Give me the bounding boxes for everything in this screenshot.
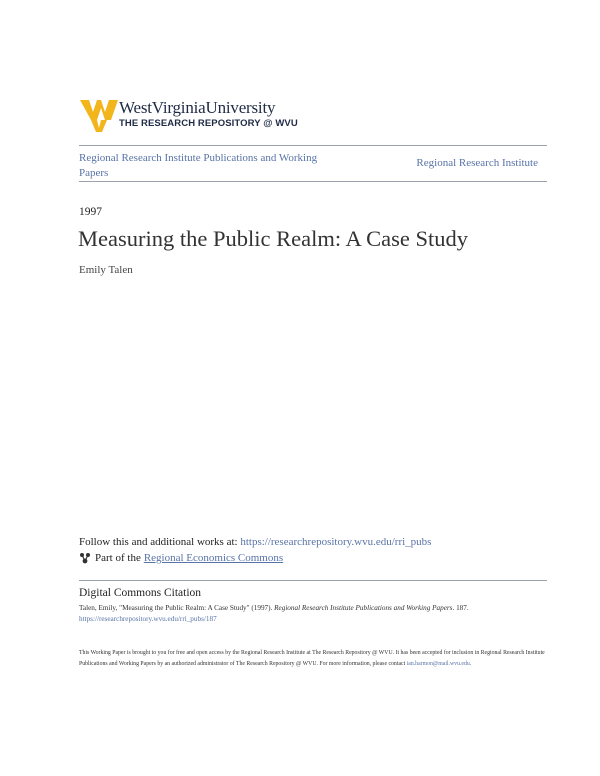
follow-line bbox=[79, 536, 431, 548]
wvu-logo[interactable] bbox=[80, 98, 310, 138]
contact-email-link[interactable]: ian.harmon@mail.wvu.edu bbox=[406, 661, 470, 668]
document-title: Measuring the Public Realm: A Case Study bbox=[78, 226, 468, 251]
notice-text: This Working Paper is brought to you for free and open access by the Regional Research Institute at The Research Repository @ WVU. It has been accepted for inclusion in Regional Research Institute Publications and Working Papers by an authorized administrator of The Research Repository @ WVU. For more information, please contact bbox=[79, 650, 545, 668]
citation-prefix: Talen, Emily, "Measuring the Public Realm: A Case Study" (1997). bbox=[79, 604, 273, 612]
regional-economics-commons-link[interactable]: Regional Economics Commons bbox=[143, 552, 284, 564]
university-name: WestVirginiaUniversity bbox=[119, 98, 276, 117]
part-of-line bbox=[79, 552, 283, 564]
citation-url-link[interactable]: https://researchrepository.wvu.edu/rri_pubs/187 bbox=[79, 615, 217, 623]
citation-heading: Digital Commons Citation bbox=[79, 587, 202, 599]
citation-text bbox=[79, 603, 549, 625]
wv-emblem-icon bbox=[80, 98, 118, 132]
citation-rule bbox=[79, 580, 547, 581]
header-bottom-rule bbox=[79, 181, 547, 182]
citation-suffix: . 187. bbox=[452, 604, 469, 612]
publication-year: 1997 bbox=[79, 206, 102, 218]
header-top-rule bbox=[79, 145, 547, 146]
part-of-label: Part of the bbox=[95, 552, 141, 564]
network-icon bbox=[79, 552, 91, 564]
access-notice bbox=[79, 648, 549, 670]
follow-url-link[interactable]: https://researchrepository.wvu.edu/rri_pubs bbox=[240, 536, 432, 548]
series-link[interactable]: Regional Research Institute Publications and Working Papers bbox=[79, 152, 318, 179]
notice-end: . bbox=[469, 661, 472, 668]
citation-series: Regional Research Institute Publications and Working Papers bbox=[274, 604, 453, 612]
follow-label: Follow this and additional works at: bbox=[79, 536, 238, 548]
repository-name: THE RESEARCH REPOSITORY @ WVU bbox=[119, 118, 298, 129]
institute-link[interactable]: Regional Research Institute bbox=[416, 157, 538, 169]
author-name: Emily Talen bbox=[79, 264, 133, 276]
